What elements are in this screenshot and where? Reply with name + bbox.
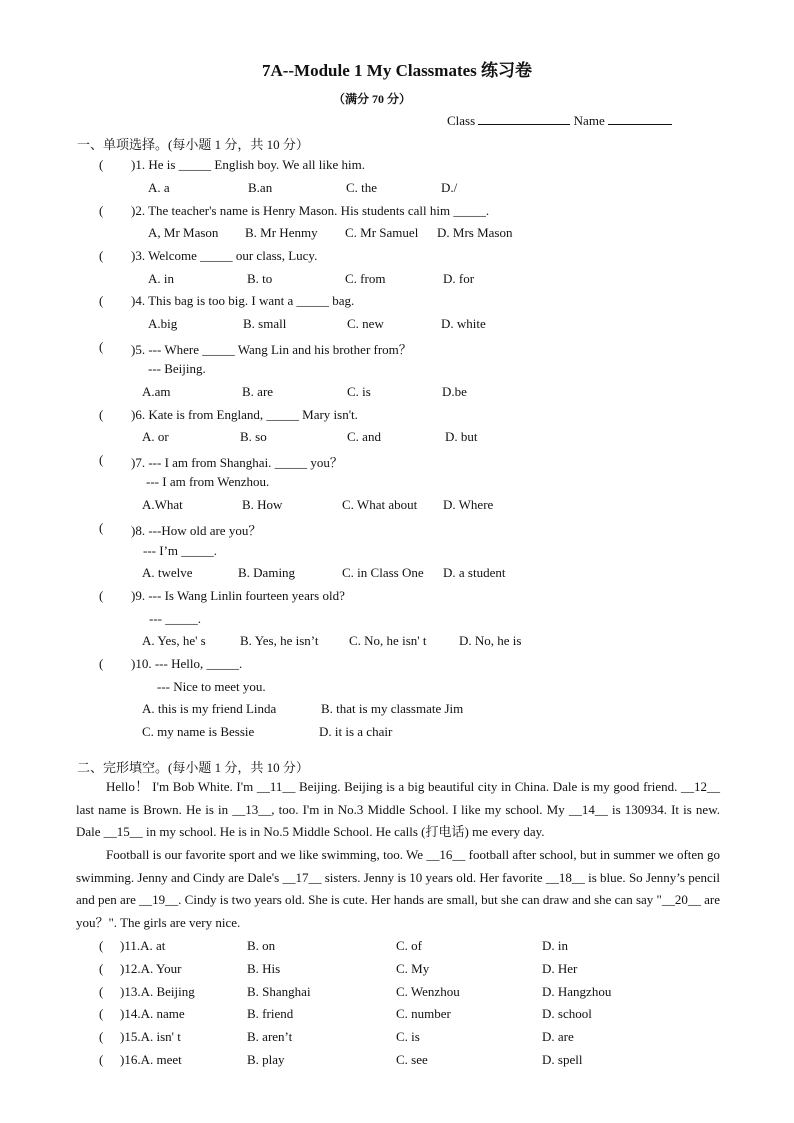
option-b: B. small (243, 316, 287, 331)
option-d: D. but (445, 429, 478, 444)
option-d: D. Mrs Mason (437, 225, 513, 240)
option-c: C. and (347, 429, 381, 444)
option-b: B. to (247, 271, 273, 286)
question-row: ( (99, 656, 104, 671)
question-row: ( (99, 984, 104, 999)
option-b: B. aren’t (247, 1029, 293, 1044)
dialogue-response: --- Nice to meet you. (157, 679, 266, 694)
option-d: D. it is a chair (319, 724, 393, 739)
option-a: A.big (148, 316, 178, 331)
question-row: ( (99, 339, 104, 354)
option-d: D. Where (443, 497, 494, 512)
option-c: C. the (346, 180, 378, 195)
option-d: D. white (441, 316, 486, 331)
page-title: 7A--Module 1 My Classmates 练习卷 (261, 61, 533, 80)
question-row: ( (99, 203, 104, 218)
option-d: D./ (441, 180, 458, 195)
cloze-paragraph-1: Hello！ I'm Bob White. I'm __11__ Beijing. Beijing is a big beautiful city in China. Dale is my good friend. __12__ last name is Brown. He is in __13__, too. I'm in No.3 Middle School. I like my school. My __14__ is 130934. It is new. Dale __15__ in my school. He is in No.5 Middle School. He calls (打电话) me every day. (76, 779, 720, 839)
option-c: C. is (347, 384, 371, 399)
option-a: A. twelve (142, 565, 193, 580)
question-text: )4. This bag is too big. I want a _____ bag. (131, 293, 355, 308)
option-b: B. so (240, 429, 267, 444)
option-d: D. Hangzhou (542, 984, 612, 999)
option-c: C. Mr Samuel (345, 225, 419, 240)
option-c: C. from (345, 271, 386, 286)
question-row: ( (99, 1052, 104, 1067)
dialogue-response: --- I am from Wenzhou. (146, 474, 270, 489)
option-c: C. my name is Bessie (142, 724, 255, 739)
question-row: ( (99, 407, 104, 422)
option-a: A, Mr Mason (148, 225, 219, 240)
question-text: )16.A. meet (120, 1052, 182, 1067)
name-label: Name (573, 113, 605, 128)
question-text: )6. Kate is from England, _____ Mary isn't. (131, 407, 358, 422)
option-d: D. Her (542, 961, 578, 976)
option-b: B. How (242, 497, 283, 512)
question-row: ( (99, 1029, 104, 1044)
question-text: )10. --- Hello, _____. (131, 656, 243, 671)
option-c: C. What about (342, 497, 418, 512)
option-a: A. Yes, he' s (142, 633, 206, 648)
section2-heading: 二、完形填空。(每小题 1 分，共 10 分） (77, 760, 309, 775)
question-row: ( (99, 248, 104, 263)
question-row: ( (99, 520, 104, 535)
option-c: C. number (396, 1006, 451, 1021)
option-b: B. His (247, 961, 281, 976)
option-a: A. this is my friend Linda (142, 701, 277, 716)
option-a: A.What (142, 497, 183, 512)
section1-heading: 一、单项选择。(每小题 1 分，共 10 分） (77, 137, 309, 152)
option-c: C. No, he isn' t (349, 633, 427, 648)
question-text: )13.A. Beijing (120, 984, 195, 999)
option-d: D. No, he is (459, 633, 522, 648)
question-row: ( (99, 961, 104, 976)
option-d: D. for (443, 271, 475, 286)
question-row: ( (99, 452, 104, 467)
class-name-line (447, 111, 672, 129)
option-b: B. that is my classmate Jim (321, 701, 464, 716)
option-c: C. see (396, 1052, 428, 1067)
option-d: D.be (442, 384, 467, 399)
option-b: B. are (242, 384, 274, 399)
option-c: C. is (396, 1029, 420, 1044)
question-text: )14.A. name (120, 1006, 185, 1021)
option-c: C. Wenzhou (396, 984, 460, 999)
question-text: )7. --- I am from Shanghai. _____ you？ (131, 455, 343, 470)
option-b: B. Shanghai (247, 984, 311, 999)
cloze-paragraph-2: Football is our favorite sport and we like swimming, too. We __16__ football after school, but in summer we often go swimming. Jenny and Cindy are Dale's __17__ sisters. Jenny is 10 years old. Her favorite __18__ is blue. So Jenny’s pencil and pen are __19__. Cindy is two years old. She is cute. Her hands are small, but she can draw and she can say "__20__ are you？". The girls are very nice. (76, 847, 720, 930)
question-text: )9. --- Is Wang Linlin fourteen years old? (131, 588, 345, 603)
question-text: )2. The teacher's name is Henry Mason. His students call him _____. (131, 203, 490, 218)
question-row: ( (99, 938, 104, 953)
question-text: )15.A. isn' t (120, 1029, 181, 1044)
question-text: )8. ---How old are you？ (131, 523, 262, 538)
option-c: C. in Class One (342, 565, 424, 580)
option-a: A. a (148, 180, 170, 195)
option-b: B. Yes, he isn’t (240, 633, 319, 648)
class-field[interactable] (478, 111, 570, 125)
option-d: D. a student (443, 565, 506, 580)
option-d: D. spell (542, 1052, 583, 1067)
option-b: B. Mr Henmy (245, 225, 318, 240)
option-a: A.am (142, 384, 171, 399)
option-a: A. or (142, 429, 169, 444)
dialogue-response: --- _____. (149, 611, 201, 626)
option-c: C. of (396, 938, 422, 953)
dialogue-response: --- Beijing. (148, 361, 206, 376)
option-c: C. My (396, 961, 430, 976)
option-d: D. school (542, 1006, 592, 1021)
option-a: A. in (148, 271, 174, 286)
question-text: )11.A. at (120, 938, 166, 953)
option-b: B. friend (247, 1006, 294, 1021)
option-b: B. play (247, 1052, 285, 1067)
question-text: )3. Welcome _____ our class, Lucy. (131, 248, 318, 263)
option-d: D. in (542, 938, 568, 953)
question-row: ( (99, 1006, 104, 1021)
question-row: ( (99, 588, 104, 603)
question-text: )12.A. Your (120, 961, 182, 976)
question-row: ( (99, 293, 104, 308)
option-b: B. on (247, 938, 276, 953)
dialogue-response: --- I’m _____. (143, 543, 218, 558)
question-text: )5. --- Where _____ Wang Lin and his brother from？ (131, 342, 412, 357)
question-text: )1. He is _____ English boy. We all like him. (131, 157, 366, 172)
option-c: C. new (347, 316, 384, 331)
question-row: ( (99, 157, 104, 172)
class-label: Class (447, 113, 476, 128)
page-subtitle: （满分 70 分） (332, 92, 411, 106)
option-d: D. are (542, 1029, 574, 1044)
name-field[interactable] (608, 111, 672, 125)
option-b: B.an (248, 180, 273, 195)
option-b: B. Daming (238, 565, 296, 580)
